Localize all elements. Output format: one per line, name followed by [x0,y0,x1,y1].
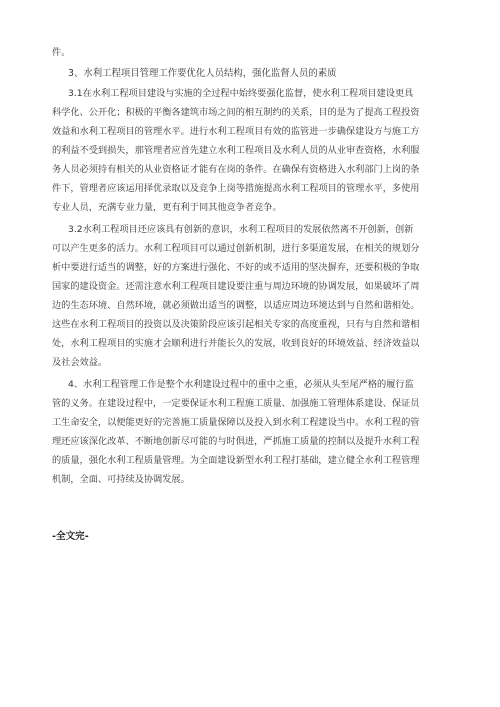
paragraph-4-line: 4、水利工程管理工作是整个水利建设过程中的重中之重，必须从头至尾严格的履行监 [68,379,414,390]
paragraph-4-line: 工生命安全，以便能更好的完善施工质量保障以及投入到水利工程建设当中。水利工程的管 [52,417,420,428]
paragraph-3-1-line: 务人员必须持有相关的从业资格证才能有在岗的条件。在确保有资格进入水利部门上岗的条 [52,164,420,175]
paragraph-3-2-line: 析中要进行适当的调整，好的方案进行强化、不好的或不适用的坚决摒弃，还要积极的争取 [52,262,420,273]
paragraph-3-1-line: 效益和水利工程项目的管理水平。进行水利工程项目有效的监管进一步确保建设方与施工方 [52,126,420,137]
paragraph-4-line: 机制，全面、可持续及协调发展。 [52,474,190,485]
paragraph-4-line: 的质量，强化水利工程质量管理。为全面建设新型水利工程打基础，建立健全水利工程管理 [52,455,420,466]
section-heading-3: 3、水利工程项目管理工作要优化人员结构，强化监督人员的素质 [68,68,337,79]
paragraph-4-line: 管的义务。在建设过程中，一定要保证水利工程施工质量、加强施工管理体系建设、保证员 [52,398,420,409]
paragraph-3-1-line: 科学化、公开化；积极的平衡各建筑市场之间的相互制约的关系，目的是为了提高工程投资 [52,107,420,118]
paragraph-3-2-line: 处，水利工程项目的实施才会顺利进行并能长久的发展，收到良好的环境效益、经济效益以 [52,338,420,349]
paragraph-3-1-line: 专业人员，充满专业力量，更有利于同其他竞争者竞争。 [52,202,282,213]
paragraph-3-2-line: 3.2水利工程项目还应该具有创新的意识，水利工程项目的发展依然离不开创新，创新 [68,224,414,235]
paragraph-3-2-line: 边的生态环境、自然环境，就必须做出适当的调整，以适应周边环境达到与自然和谐相处。 [52,300,420,311]
end-of-text-mark: -全文完- [52,531,89,542]
paragraph-4-line: 理还应该深化改革、不断地创新尽可能的与时俱进，严抓施工质量的控制以及提升水利工程 [52,436,420,447]
paragraph-3-1-line: 的利益不受到损失，那管理者应首先建立水利工程项目及水利人员的从业审查资格，水利服 [52,145,420,156]
paragraph-line-continuation: 件。 [52,47,71,58]
paragraph-3-2-line: 这些在水利工程项目的投资以及决策阶段应该引起相关专家的高度重视，只有与自然和谐相 [52,319,420,330]
paragraph-3-1-line: 3.1在水利工程项目建设与实施的全过程中始终要强化监督，使水利工程项目建设更具 [68,88,414,99]
paragraph-3-2-line: 及社会效益。 [52,357,108,368]
paragraph-3-1-line: 件下，管理者应该运用择优录取以及竞争上岗等措施提高水利工程项目的管理水平，多使用 [52,183,420,194]
paragraph-3-2-line: 可以产生更多的活力。水利工程项目可以通过创新机制，进行多渠道发展，在相关的规划分 [52,243,420,254]
paragraph-3-2-line: 国家的建设资金。还需注意水利工程项目建设要注重与周边环境的协调发展，如果破坏了周 [52,281,420,292]
